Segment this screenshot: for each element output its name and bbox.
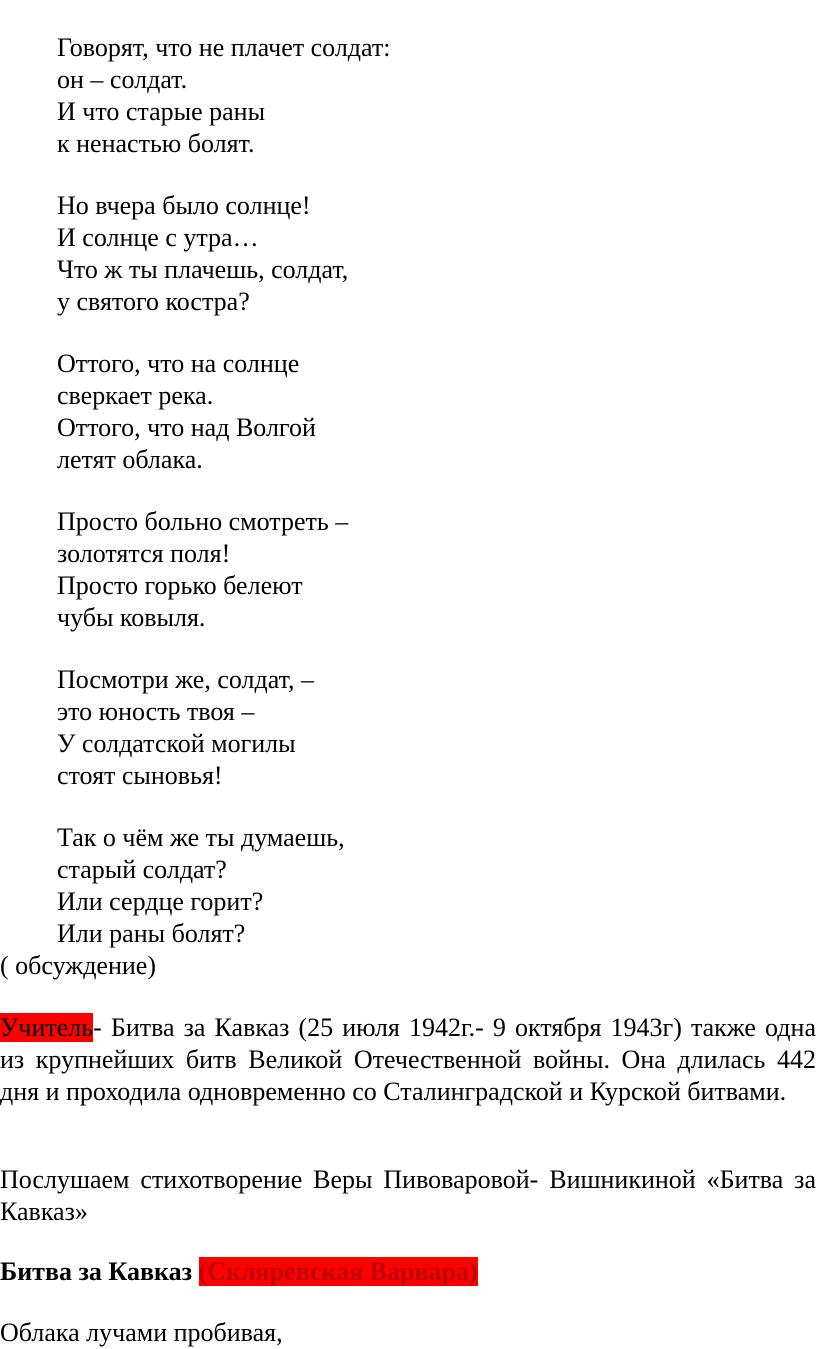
poem-line: И что старые раны <box>57 97 266 126</box>
poem-line: Оттого, что на солнце <box>57 349 300 378</box>
poem-line: это юность твоя – <box>57 697 255 726</box>
teacher-text: - Битва за Кавказ (25 июля 1942г.- 9 октября 1943г) также одна из крупнейших битв Великой Отечественной войны. Она длилась 442 дня и проходила одновременно со Сталинградской и Курской битвами. <box>0 1013 816 1106</box>
poem-line: Просто больно смотреть – <box>57 507 349 536</box>
poem-line: Оттого, что над Волгой <box>57 413 316 442</box>
heading-title: Битва за Кавказ <box>0 1257 193 1286</box>
poem <box>57 32 797 950</box>
discussion-note: ( обсуждение) <box>0 951 156 980</box>
poem-line: Просто горько белеют <box>57 571 303 600</box>
stanza-gap <box>57 634 797 664</box>
poem-line: И солнце с утра… <box>57 223 259 252</box>
teacher-paragraph <box>0 1012 816 1108</box>
poem-line: чубы ковыля. <box>57 603 206 632</box>
poem-line: старый солдат? <box>57 855 227 884</box>
stanza <box>57 822 797 950</box>
poem-line: Говорят, что не плачет солдат: <box>57 33 391 62</box>
reader-name-text: (Скляревская Варвара) <box>198 1257 478 1286</box>
stanza-gap <box>57 318 797 348</box>
poem-line: он – солдат. <box>57 65 188 94</box>
poem-line: Что ж ты плачешь, солдат, <box>57 255 349 284</box>
poem-line: к ненастью болят. <box>57 129 255 158</box>
stanza <box>57 664 797 792</box>
poem-line: стоят сыновья! <box>57 761 223 790</box>
poem-line: У солдатской могилы <box>57 729 296 758</box>
stanza <box>57 506 797 634</box>
poem-line: Но вчера было солнце! <box>57 191 311 220</box>
reader-name <box>199 1257 478 1286</box>
stanza-gap <box>57 160 797 190</box>
poem-line: Или сердце горит? <box>57 887 264 916</box>
poem-line: у святого костра? <box>57 287 250 316</box>
poem-line: сверкает река. <box>57 381 214 410</box>
stanza <box>57 32 797 160</box>
poem-line: золотятся поля! <box>57 539 231 568</box>
listen-paragraph: Послушаем стихотворение Веры Пивоваровой- Вишникиной «Битва за Кавказ» <box>0 1165 816 1226</box>
stanza-gap <box>57 476 797 506</box>
stanza <box>57 190 797 318</box>
poem-line: летят облака. <box>57 445 203 474</box>
stanza <box>57 348 797 476</box>
poem-first-line: Облака лучами пробивая, <box>0 1318 283 1347</box>
teacher-label: Учитель <box>0 1013 94 1042</box>
poem-line: Посмотри же, солдат, – <box>57 665 315 694</box>
stanza-gap <box>57 792 797 822</box>
poem-line: Так о чём же ты думаешь, <box>57 823 345 852</box>
poem-line: Или раны болят? <box>57 919 246 948</box>
poem-heading <box>0 1256 478 1288</box>
